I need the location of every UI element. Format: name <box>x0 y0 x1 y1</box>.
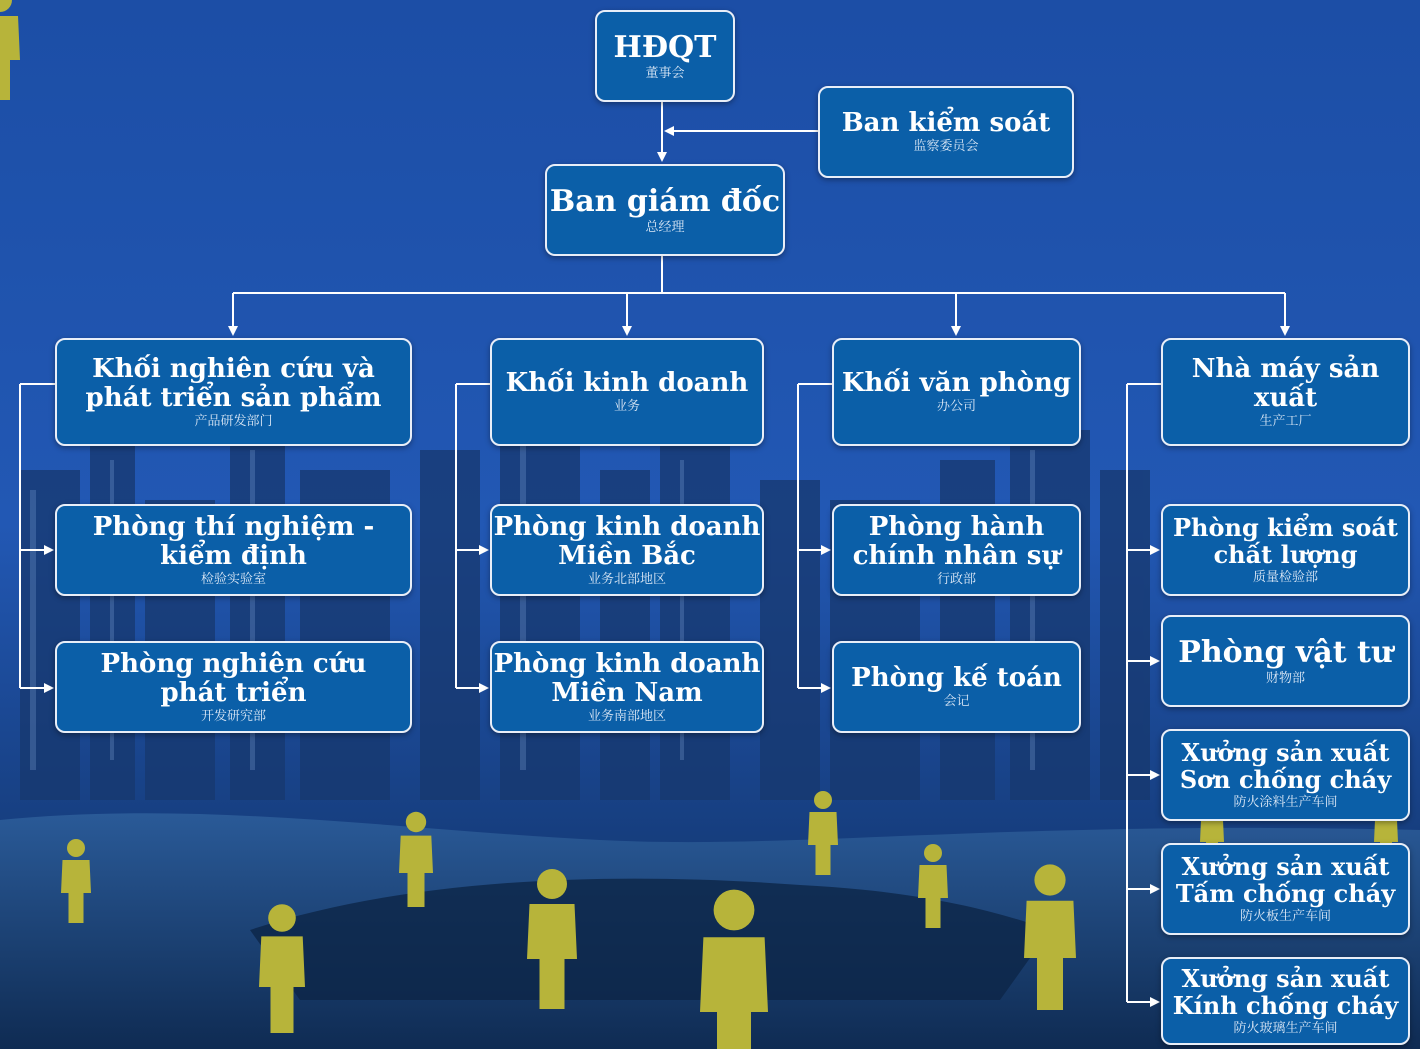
division-sales-subtitle: 业务 <box>613 399 640 415</box>
division-rnd-node <box>55 338 412 446</box>
division-sales-node <box>490 338 764 446</box>
board-title: HĐQT <box>613 30 717 66</box>
dept-sales-north-subtitle: 业务北部地区 <box>587 571 666 587</box>
division-rnd-title: Khối nghiên cứu và phát triển sản phẩm <box>85 353 382 413</box>
dept-sales-south-title: Phòng kinh doanh Miền Nam <box>493 648 761 708</box>
dept-accounting-node <box>832 641 1081 733</box>
directors-node <box>545 164 785 256</box>
dept-workshop-glass-subtitle: 防火玻璃生产车间 <box>1233 1020 1338 1036</box>
dept-workshop-paint-node <box>1161 729 1410 821</box>
dept-lab-subtitle: 检验实验室 <box>200 571 266 587</box>
dept-hr-title: Phòng hành chính nhân sự <box>852 511 1061 571</box>
dept-materials-node <box>1161 615 1410 707</box>
dept-workshop-glass-title: Xưởng sản xuất Kính chống cháy <box>1172 963 1399 1020</box>
dept-workshop-paint-subtitle: 防火涂料生产车间 <box>1233 794 1338 810</box>
dept-workshop-board-subtitle: 防火板生产车间 <box>1239 908 1331 924</box>
dept-research-subtitle: 开发研究部 <box>200 708 266 724</box>
division-factory-title: Nhà máy sản xuất <box>1191 353 1380 413</box>
dept-sales-north-node <box>490 504 764 596</box>
directors-title: Ban giám đốc <box>549 184 781 220</box>
dept-hr-subtitle: 行政部 <box>936 571 976 587</box>
dept-research-node <box>55 641 412 733</box>
dept-materials-title: Phòng vật tư <box>1178 635 1393 671</box>
dept-sales-south-subtitle: 业务南部地区 <box>587 708 666 724</box>
division-rnd-subtitle: 产品研发部门 <box>194 413 273 429</box>
dept-workshop-glass-node <box>1161 957 1410 1045</box>
dept-lab-node <box>55 504 412 596</box>
dept-materials-subtitle: 财物部 <box>1265 670 1305 686</box>
dept-lab-title: Phòng thí nghiệm - kiểm định <box>92 511 375 571</box>
board-subtitle: 董事会 <box>645 65 685 81</box>
division-factory-node <box>1161 338 1410 446</box>
dept-qc-title: Phòng kiểm soát chất lượng <box>1172 512 1398 569</box>
division-office-node <box>832 338 1081 446</box>
dept-accounting-subtitle: 会记 <box>943 694 970 710</box>
dept-sales-north-title: Phòng kinh doanh Miền Bắc <box>493 511 761 571</box>
dept-workshop-board-node <box>1161 843 1410 935</box>
supervisory-node <box>818 86 1074 178</box>
directors-subtitle: 总经理 <box>645 219 685 235</box>
division-office-title: Khối văn phòng <box>841 368 1072 399</box>
dept-research-title: Phòng nghiên cứu phát triển <box>100 648 367 708</box>
dept-sales-south-node <box>490 641 764 733</box>
dept-workshop-paint-title: Xưởng sản xuất Sơn chống cháy <box>1179 737 1392 794</box>
dept-accounting-title: Phòng kế toán <box>851 663 1062 694</box>
supervisory-subtitle: 监察委员会 <box>913 139 979 155</box>
board-node <box>595 10 735 102</box>
dept-qc-node <box>1161 504 1410 596</box>
dept-hr-node <box>832 504 1081 596</box>
division-factory-subtitle: 生产工厂 <box>1259 413 1312 429</box>
dept-qc-subtitle: 质量检验部 <box>1252 569 1318 585</box>
division-sales-title: Khối kinh doanh <box>505 368 749 399</box>
dept-workshop-board-title: Xưởng sản xuất Tấm chống cháy <box>1175 851 1396 908</box>
supervisory-title: Ban kiểm soát <box>841 108 1051 139</box>
division-office-subtitle: 办公司 <box>936 399 976 415</box>
